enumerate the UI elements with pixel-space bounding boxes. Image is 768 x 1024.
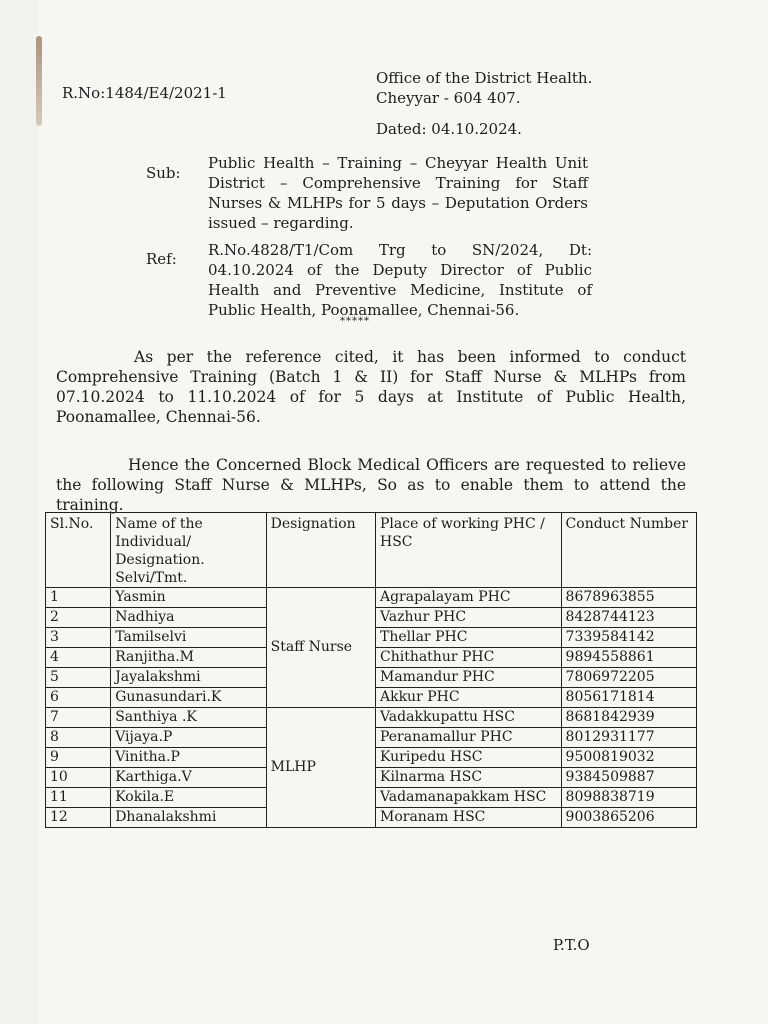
subject-label: Sub: [146, 164, 181, 182]
cell-sl: 4 [46, 648, 111, 668]
cell-place: Mamandur PHC [375, 668, 561, 688]
cell-name: Gunasundari.K [111, 688, 266, 708]
office-address [376, 68, 592, 108]
cell-place: Vazhur PHC [375, 608, 561, 628]
cell-number: 8681842939 [561, 708, 696, 728]
paragraph-2: Hence the Concerned Block Medical Officers are requested to relieve the following Staff Nurse & MLHPs, So as to enable them to attend the training. [56, 456, 686, 514]
cell-sl: 12 [46, 808, 111, 828]
cell-name: Karthiga.V [111, 768, 266, 788]
table-header-row [46, 513, 697, 588]
header-place: Place of working PHC / HSC [375, 513, 561, 588]
cell-sl: 7 [46, 708, 111, 728]
cell-sl: 9 [46, 748, 111, 768]
cell-number: 8056171814 [561, 688, 696, 708]
cell-name: Nadhiya [111, 608, 266, 628]
table-row [46, 708, 697, 728]
header-sl-no: Sl.No. [46, 513, 111, 588]
cell-number: 8678963855 [561, 588, 696, 608]
cell-place: Vadakkupattu HSC [375, 708, 561, 728]
cell-number: 7806972205 [561, 668, 696, 688]
cell-number: 7339584142 [561, 628, 696, 648]
reference-label: Ref: [146, 250, 177, 268]
header-conduct-number: Conduct Number [561, 513, 696, 588]
table-row [46, 588, 697, 608]
header-name: Name of the Individual/ Designation. Selvi/Tmt. [111, 513, 266, 588]
cell-sl: 1 [46, 588, 111, 608]
cell-name: Dhanalakshmi [111, 808, 266, 828]
cell-sl: 3 [46, 628, 111, 648]
cell-number: 8428744123 [561, 608, 696, 628]
cell-designation-staff-nurse: Staff Nurse [266, 588, 375, 708]
separator: ***** [340, 316, 370, 327]
cell-name: Vijaya.P [111, 728, 266, 748]
cell-place: Agrapalayam PHC [375, 588, 561, 608]
reference-number: R.No:1484/E4/2021-1 [62, 84, 227, 102]
office-line-2: Cheyyar - 604 407. [376, 89, 521, 107]
cell-place: Moranam HSC [375, 808, 561, 828]
cell-sl: 10 [46, 768, 111, 788]
cell-place: Akkur PHC [375, 688, 561, 708]
cell-place: Vadamanapakkam HSC [375, 788, 561, 808]
cell-number: 9384509887 [561, 768, 696, 788]
cell-sl: 2 [46, 608, 111, 628]
cell-name: Kokila.E [111, 788, 266, 808]
cell-sl: 6 [46, 688, 111, 708]
cell-number: 9500819032 [561, 748, 696, 768]
cell-sl: 11 [46, 788, 111, 808]
scan-edge-mark [36, 36, 42, 126]
paragraph-1: As per the reference cited, it has been informed to conduct Comprehensive Training (Batch 1 & II) for Staff Nurse & MLHPs from 07.10.2024 to 11.10.2024 of for 5 days at Institute of Public Health, Poonamallee, Chennai-56. [56, 348, 686, 426]
subject-text: Public Health – Training – Cheyyar Health Unit District – Comprehensive Training for Staff Nurses & MLHPs for 5 days – Deputation Orders issued – regarding. [208, 154, 588, 232]
cell-designation-mlhp: MLHP [266, 708, 375, 828]
cell-place: Kilnarma HSC [375, 768, 561, 788]
cell-sl: 5 [46, 668, 111, 688]
cell-number: 8012931177 [561, 728, 696, 748]
cell-name: Santhiya .K [111, 708, 266, 728]
cell-place: Kuripedu HSC [375, 748, 561, 768]
cell-number: 8098838719 [561, 788, 696, 808]
pto-note: P.T.O [553, 936, 590, 954]
cell-place: Chithathur PHC [375, 648, 561, 668]
cell-place: Peranamallur PHC [375, 728, 561, 748]
cell-place: Thellar PHC [375, 628, 561, 648]
date-line: Dated: 04.10.2024. [376, 120, 522, 138]
office-line-1: Office of the District Health. [376, 69, 593, 87]
cell-name: Ranjitha.M [111, 648, 266, 668]
cell-number: 9003865206 [561, 808, 696, 828]
cell-number: 9894558861 [561, 648, 696, 668]
cell-name: Vinitha.P [111, 748, 266, 768]
cell-sl: 8 [46, 728, 111, 748]
reference-text: R.No.4828/T1/Com Trg to SN/2024, Dt: 04.10.2024 of the Deputy Director of Public Health and Preventive Medicine, Institute of Public Health, Poonamallee, Chennai-56. [208, 241, 592, 319]
header-designation: Designation [266, 513, 375, 588]
staff-table [45, 512, 697, 828]
cell-name: Tamilselvi [111, 628, 266, 648]
cell-name: Yasmin [111, 588, 266, 608]
cell-name: Jayalakshmi [111, 668, 266, 688]
